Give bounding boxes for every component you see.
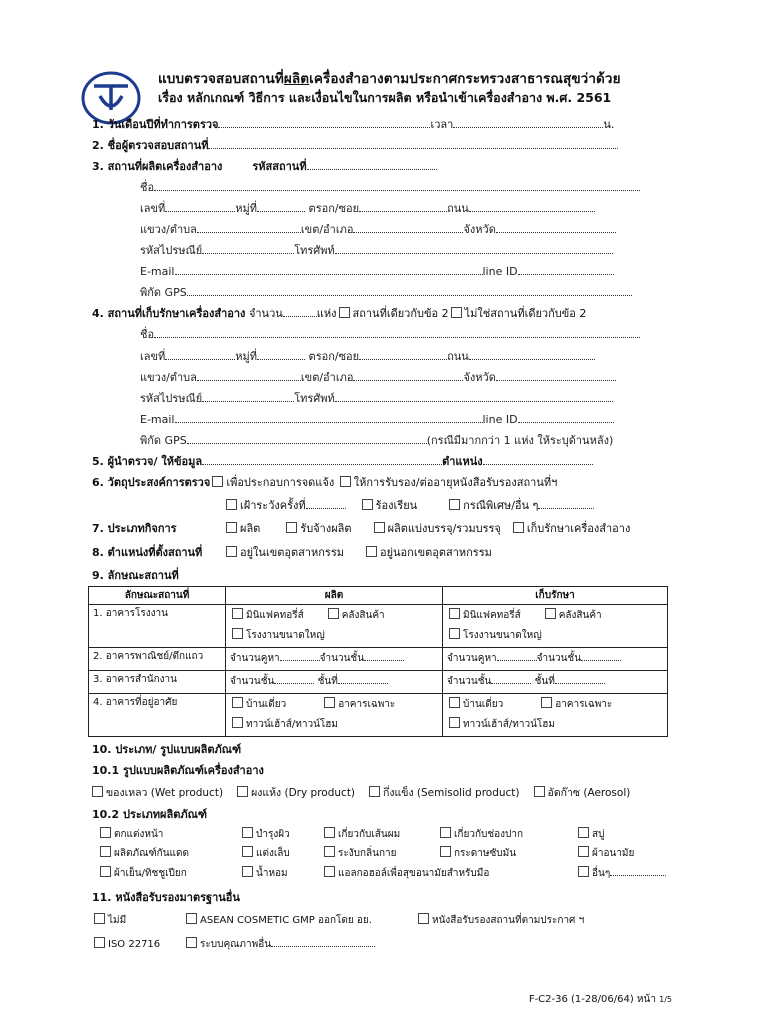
form-semisolid-checkbox[interactable] bbox=[369, 786, 380, 797]
stor-office-floor-at-field[interactable] bbox=[555, 673, 605, 684]
section-9-title: 9. ลักษณะสถานที่ bbox=[92, 569, 179, 582]
product-type-row-1: ตกแต่งหน้า บำรุงผิว เกี่ยวกับเส้นผม เกี่ยวกับช่องปาก สบู่ bbox=[98, 827, 604, 842]
addr1-email-row: E-mail line ID bbox=[140, 264, 614, 279]
addr2-gps-field[interactable] bbox=[187, 433, 427, 444]
prod-floors-field[interactable] bbox=[364, 650, 404, 661]
purpose-other-field[interactable] bbox=[538, 498, 594, 509]
inspector-field[interactable] bbox=[208, 138, 618, 149]
section-10-title: 10. ประเภท/ รูปแบบผลิตภัณฑ์ bbox=[92, 743, 242, 756]
row-label-office: 3. อาคารสำนักงาน bbox=[89, 671, 226, 694]
type-other-field[interactable] bbox=[610, 865, 666, 876]
type-deodorant-checkbox[interactable] bbox=[324, 846, 335, 857]
cert-iso-checkbox[interactable] bbox=[94, 937, 105, 948]
table-row bbox=[89, 694, 668, 737]
addr1-prov-field[interactable] bbox=[496, 222, 616, 233]
addr1-road-field[interactable] bbox=[469, 201, 595, 212]
stor-big-checkbox[interactable] bbox=[449, 628, 460, 639]
form-subtitle: เรื่อง หลักเกณฑ์ วิธีการ และเงื่อนไขในการผลิต หรือนำเข้าเครื่องสำอาง พ.ศ. 2561 bbox=[158, 90, 612, 105]
cert-asean-checkbox[interactable] bbox=[186, 913, 197, 924]
factory-storage-cell: มินิแฟคทอรี่ส์ คลังสินค้า โรงงานขนาดใหญ่ bbox=[443, 605, 668, 648]
prod-house-checkbox[interactable] bbox=[232, 697, 243, 708]
stor-mini-checkbox[interactable] bbox=[449, 608, 460, 619]
stor-special-checkbox[interactable] bbox=[541, 697, 552, 708]
product-type-row-3: ผ้าเย็น/ทิชชูเปียก น้ำหอม แอลกอฮอล์เพื่อสุขอนามัยสำหรับมือ อื่นๆ bbox=[98, 865, 666, 881]
form-title: แบบตรวจสอบสถานที่ผลิตเครื่องสำอางตามประกาศกระทรวงสาธารณสุขว่าด้วย bbox=[158, 71, 621, 87]
type-blotting-checkbox[interactable] bbox=[440, 846, 451, 857]
addr1-no-row: เลขที่ หมู่ที่ ตรอก/ซอย ถนน bbox=[140, 201, 595, 216]
factory-production-cell: มินิแฟคทอรี่ส์ คลังสินค้า โรงงานขนาดใหญ่ bbox=[226, 605, 443, 648]
prod-office-floors-field[interactable] bbox=[274, 673, 314, 684]
addr2-zip-field[interactable] bbox=[202, 391, 294, 402]
addr2-name-field[interactable] bbox=[154, 327, 640, 338]
not-same-as-2-checkbox[interactable] bbox=[451, 307, 462, 318]
stor-units-field[interactable] bbox=[497, 650, 537, 661]
stor-store-checkbox[interactable] bbox=[545, 608, 556, 619]
guide-position-field[interactable] bbox=[483, 454, 593, 465]
stor-office-floors-field[interactable] bbox=[491, 673, 531, 684]
form-aerosol-checkbox[interactable] bbox=[534, 786, 545, 797]
type-sanitary-checkbox[interactable] bbox=[578, 846, 589, 857]
site-code-field[interactable] bbox=[307, 159, 437, 170]
section-6-row2: เฝ้าระวังครั้งที่ ร้องเรียน กรณีพิเศษ/อื่น ๆ bbox=[224, 498, 594, 513]
section-5: 5. ผู้นำตรวจ/ ให้ข้อมูล ตำแหน่ง bbox=[92, 454, 593, 469]
residential-production-cell: บ้านเดี่ยว อาคารเฉพาะ ทาวน์เฮ้าส์/ทาวน์โฮม bbox=[226, 694, 443, 737]
purpose-complaint-checkbox[interactable] bbox=[362, 499, 373, 510]
addr2-no-row: เลขที่ หมู่ที่ ตรอก/ซอย ถนน bbox=[140, 349, 595, 364]
addr2-dist-field[interactable] bbox=[353, 370, 463, 381]
row-label-commercial: 2. อาคารพาณิชย์/ตึกแถว bbox=[89, 648, 226, 671]
addr2-moo-field[interactable] bbox=[257, 349, 305, 360]
addr1-soi-field[interactable] bbox=[359, 201, 447, 212]
section-10-2-title: 10.2 ประเภทผลิตภัณฑ์ bbox=[92, 808, 207, 821]
loc-nonindustrial-checkbox[interactable] bbox=[366, 546, 377, 557]
addr1-gps-row: พิกัด GPS bbox=[140, 285, 632, 300]
table-row bbox=[89, 648, 668, 671]
type-oral-checkbox[interactable] bbox=[440, 827, 451, 838]
addr1-zip-field[interactable] bbox=[202, 243, 294, 254]
type-soap-checkbox[interactable] bbox=[578, 827, 589, 838]
cert-site-checkbox[interactable] bbox=[418, 913, 429, 924]
guide-name-field[interactable] bbox=[202, 454, 442, 465]
stor-town-checkbox[interactable] bbox=[449, 717, 460, 728]
biz-produce-checkbox[interactable] bbox=[226, 522, 237, 533]
page-footer: F-C2-36 (1-28/06/64) หน้า 1/5 bbox=[528, 994, 672, 1005]
commercial-storage-cell: จำนวนคูหา จำนวนชั้น bbox=[443, 648, 668, 671]
cert-other-field[interactable] bbox=[271, 936, 375, 947]
time-field[interactable] bbox=[453, 117, 603, 128]
prod-special-checkbox[interactable] bbox=[324, 697, 335, 708]
addr1-gps-field[interactable] bbox=[187, 285, 632, 296]
stor-house-checkbox[interactable] bbox=[449, 697, 460, 708]
table-header-row bbox=[89, 587, 668, 605]
col-header-type: ลักษณะสถานที่ bbox=[89, 587, 226, 605]
addr1-email-field[interactable] bbox=[175, 264, 483, 275]
biz-repack-checkbox[interactable] bbox=[374, 522, 385, 533]
section-10-1-title: 10.1 รูปแบบผลิตภัณฑ์เครื่องสำอาง bbox=[92, 764, 264, 777]
form-dry-checkbox[interactable] bbox=[237, 786, 248, 797]
purpose-other-checkbox[interactable] bbox=[449, 499, 460, 510]
type-other-checkbox[interactable] bbox=[578, 866, 589, 877]
addr1-name-field[interactable] bbox=[154, 180, 640, 191]
type-alcohol-checkbox[interactable] bbox=[324, 866, 335, 877]
addr1-sub-row: แขวง/ตำบล เขต/อำเภอ จังหวัด bbox=[140, 222, 616, 237]
addr1-zip-row: รหัสไปรษณีย์ โทรศัพท์ bbox=[140, 243, 613, 258]
addr1-dist-field[interactable] bbox=[353, 222, 463, 233]
prod-office-floor-at-field[interactable] bbox=[338, 673, 388, 684]
surveillance-count-field[interactable] bbox=[306, 498, 346, 509]
purpose-certify-checkbox[interactable] bbox=[340, 476, 351, 487]
addr2-name-row: ชื่อ bbox=[140, 327, 640, 342]
section-3: 3. สถานที่ผลิตเครื่องสำอาง รหัสสถานที่ bbox=[92, 159, 437, 174]
date-field[interactable] bbox=[218, 117, 430, 128]
row-label-factory: 1. อาคารโรงงาน bbox=[89, 605, 226, 648]
cert-row-2: ISO 22716 ระบบคุณภาพอื่น bbox=[92, 936, 375, 952]
addr1-moo-field[interactable] bbox=[257, 201, 305, 212]
table-row bbox=[89, 605, 668, 648]
table-row bbox=[89, 671, 668, 694]
addr2-zip-row: รหัสไปรษณีย์ โทรศัพท์ bbox=[140, 391, 613, 406]
section-1: 1. วันเดือนปีที่ทำการตรวจ เวลา น. bbox=[92, 118, 615, 131]
product-type-row-2: ผลิตภัณฑ์กันแดด แต่งเล็บ ระงับกลิ่นกาย กระดาษซับมัน ผ้าอนามัย bbox=[98, 846, 634, 861]
storage-count-field[interactable] bbox=[283, 306, 317, 317]
cert-none-checkbox[interactable] bbox=[94, 913, 105, 924]
purpose-notify-checkbox[interactable] bbox=[212, 476, 223, 487]
addr2-prov-field[interactable] bbox=[496, 370, 616, 381]
prod-store-checkbox[interactable] bbox=[328, 608, 339, 619]
type-makeup-checkbox[interactable] bbox=[100, 827, 111, 838]
biz-storage-checkbox[interactable] bbox=[513, 522, 524, 533]
section-2: 2. ชื่อผู้ตรวจสอบสถานที่ bbox=[92, 138, 618, 153]
biz-contract-checkbox[interactable] bbox=[286, 522, 297, 533]
type-nail-checkbox[interactable] bbox=[242, 846, 253, 857]
addr2-sub-row: แขวง/ตำบล เขต/อำเภอ จังหวัด bbox=[140, 370, 616, 385]
stor-floors-field[interactable] bbox=[581, 650, 621, 661]
addr2-email-field[interactable] bbox=[175, 412, 483, 423]
section-6: 6. วัตถุประสงค์การตรวจ เพื่อประกอบการจดแจ้ง ให้การรับรอง/ต่ออายุหนังสือรับรองสถานที่ฯ bbox=[92, 476, 558, 489]
addr1-sub-field[interactable] bbox=[197, 222, 301, 233]
addr2-line-field[interactable] bbox=[518, 412, 614, 423]
addr2-no-field[interactable] bbox=[165, 349, 235, 360]
commercial-production-cell: จำนวนคูหา จำนวนชั้น bbox=[226, 648, 443, 671]
addr1-no-field[interactable] bbox=[165, 201, 235, 212]
addr1-name-row: ชื่อ bbox=[140, 180, 640, 195]
type-wetwipe-checkbox[interactable] bbox=[100, 866, 111, 877]
section-11-title: 11. หนังสือรับรองมาตรฐานอื่น bbox=[92, 891, 240, 904]
purpose-surveillance-checkbox[interactable] bbox=[226, 499, 237, 510]
type-sunscreen-checkbox[interactable] bbox=[100, 846, 111, 857]
type-hair-checkbox[interactable] bbox=[324, 827, 335, 838]
same-as-2-checkbox[interactable] bbox=[339, 307, 350, 318]
product-forms-row: ของเหลว (Wet product) ผงแห้ง (Dry product) กึ่งแข็ง (Semisolid product) อัดก๊าซ (Aerosol) bbox=[90, 786, 630, 800]
addr2-tel-field[interactable] bbox=[335, 391, 613, 402]
loc-industrial-checkbox[interactable] bbox=[226, 546, 237, 557]
prod-town-checkbox[interactable] bbox=[232, 717, 243, 728]
prod-units-field[interactable] bbox=[280, 650, 320, 661]
addr2-road-field[interactable] bbox=[469, 349, 595, 360]
prod-big-checkbox[interactable] bbox=[232, 628, 243, 639]
office-production-cell: จำนวนชั้น ชั้นที่ bbox=[226, 671, 443, 694]
col-header-production: ผลิต bbox=[226, 587, 443, 605]
section-4: 4. สถานที่เก็บรักษาเครื่องสำอาง จำนวน แห่ง สถานที่เดียวกับข้อ 2 ไม่ใช่สถานที่เดียวกับข้อ 2 bbox=[92, 307, 587, 320]
site-type-table bbox=[88, 586, 668, 737]
cert-row-1: ไม่มี ASEAN COSMETIC GMP ออกโดย อย. หนังสือรับรองสถานที่ตามประกาศ ฯ bbox=[92, 913, 584, 928]
form-wet-checkbox[interactable] bbox=[92, 786, 103, 797]
addr2-gps-row: พิกัด GPS (กรณีมีมากกว่า 1 แห่ง ให้ระบุด้านหลัง) bbox=[140, 434, 614, 447]
row-label-residential: 4. อาคารที่อยู่อาศัย bbox=[89, 694, 226, 737]
addr2-email-row: E-mail line ID bbox=[140, 412, 614, 427]
col-header-storage: เก็บรักษา bbox=[443, 587, 668, 605]
addr2-soi-field[interactable] bbox=[359, 349, 447, 360]
section-7: 7. ประเภทกิจการ ผลิต รับจ้างผลิต ผลิตแบ่งบรรจุ/รวมบรรจุ เก็บรักษาเครื่องสำอาง bbox=[92, 522, 631, 535]
office-storage-cell: จำนวนชั้น ชั้นที่ bbox=[443, 671, 668, 694]
addr2-sub-field[interactable] bbox=[197, 370, 301, 381]
section-8: 8. ตำแหน่งที่ตั้งสถานที่ อยู่ในเขตอุตสาหกรรม อยู่นอกเขตอุตสาหกรรม bbox=[92, 546, 492, 559]
cert-other-checkbox[interactable] bbox=[186, 937, 197, 948]
prod-mini-checkbox[interactable] bbox=[232, 608, 243, 619]
type-perfume-checkbox[interactable] bbox=[242, 866, 253, 877]
type-skincare-checkbox[interactable] bbox=[242, 827, 253, 838]
residential-storage-cell: บ้านเดี่ยว อาคารเฉพาะ ทาวน์เฮ้าส์/ทาวน์โฮม bbox=[443, 694, 668, 737]
addr1-tel-field[interactable] bbox=[335, 243, 613, 254]
addr1-line-field[interactable] bbox=[518, 264, 614, 275]
